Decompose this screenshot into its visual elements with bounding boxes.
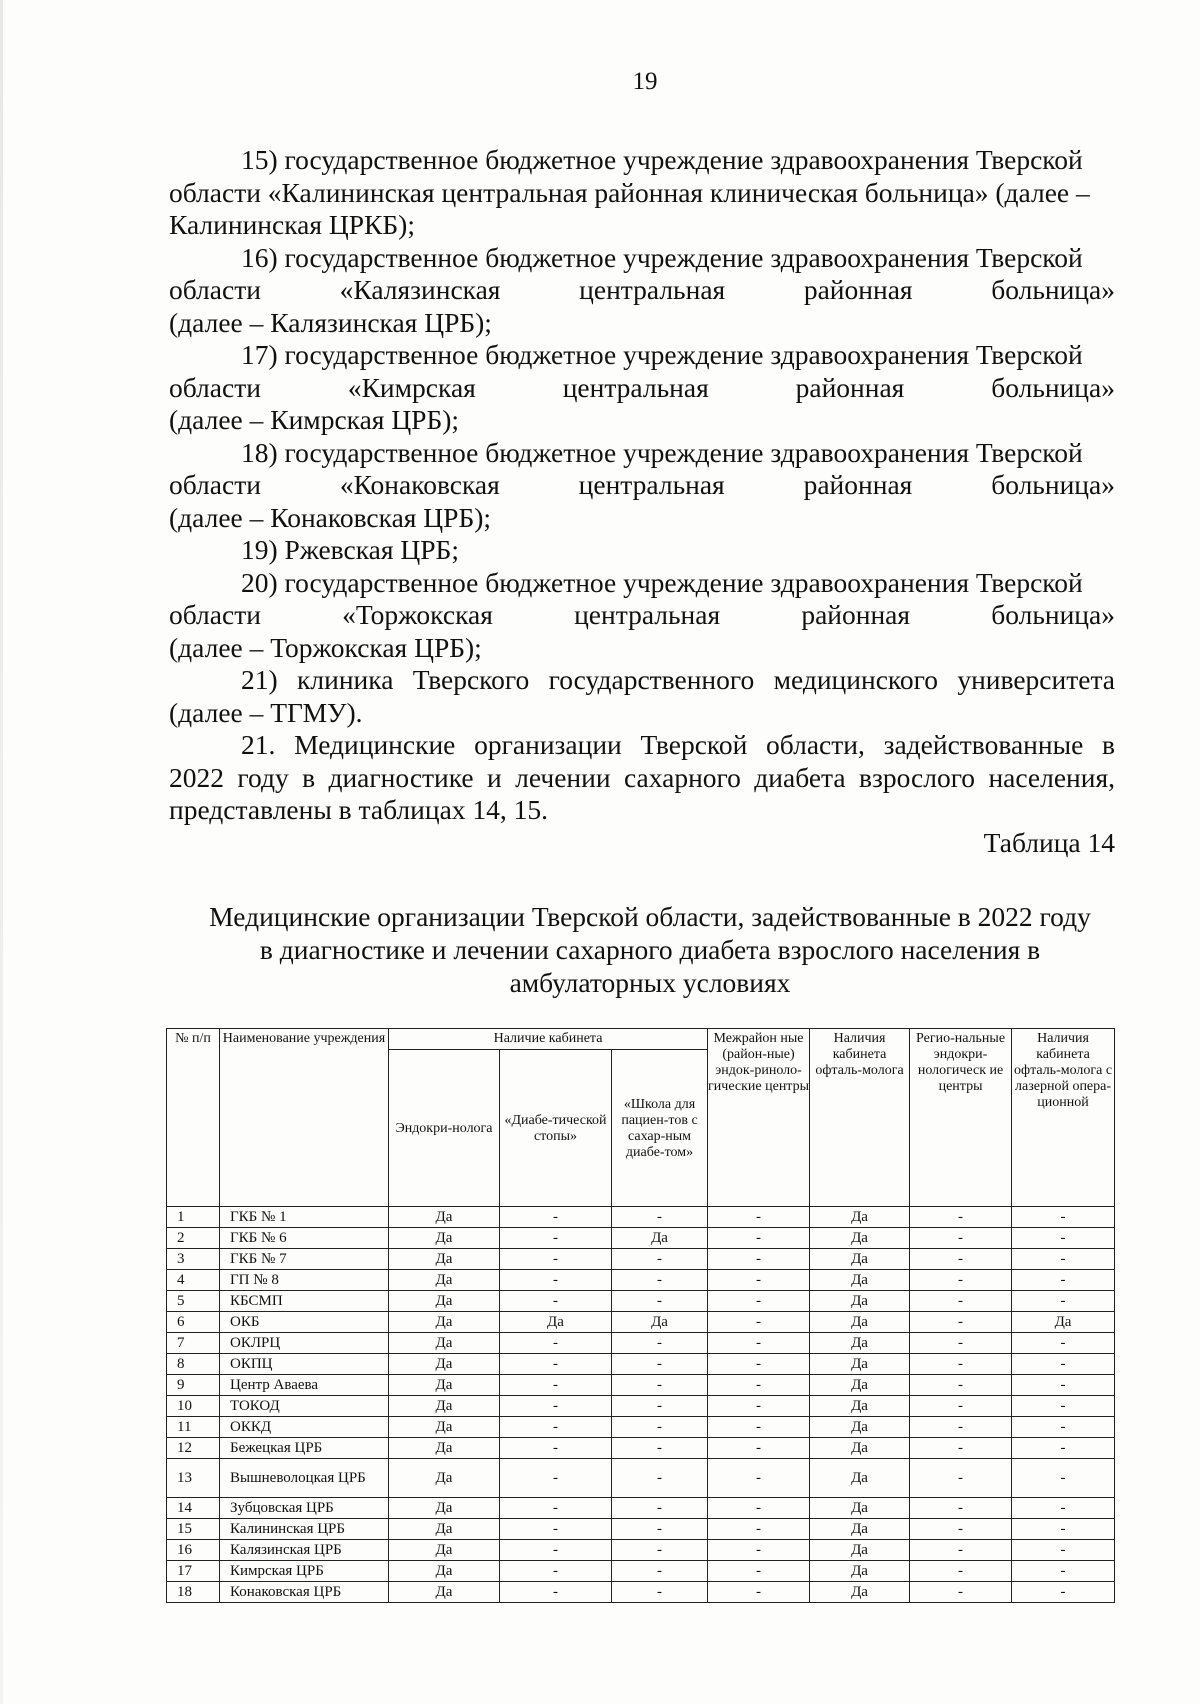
header-cabinet-group: Наличие кабинета	[389, 1029, 708, 1050]
item-18-line1: 18) государственное бюджетное учреждение здравоохранения Тверской	[241, 436, 1083, 468]
cell-endocrinologist: Да	[389, 1459, 500, 1498]
cell-interdistrict: -	[708, 1207, 810, 1228]
cell-ophthalmologist: Да	[810, 1438, 910, 1459]
cell-ophthalmologist: Да	[810, 1291, 910, 1312]
cell-diabetic-foot: -	[500, 1207, 612, 1228]
cell-laser: Да	[1012, 1312, 1115, 1333]
word: «Торжокская	[342, 599, 493, 630]
word: районная	[801, 599, 911, 630]
cell-ophthalmologist: Да	[810, 1375, 910, 1396]
cell-ophthalmologist: Да	[810, 1207, 910, 1228]
cell-regional: -	[910, 1438, 1012, 1459]
cell-interdistrict: -	[708, 1540, 810, 1561]
cell-num: 4	[167, 1270, 220, 1291]
cell-school: Да	[612, 1312, 708, 1333]
cell-regional: -	[910, 1396, 1012, 1417]
cell-school: -	[612, 1459, 708, 1498]
table-title-line2: в диагностике и лечении сахарного диабета взрослого населения в	[259, 934, 1041, 965]
table-row	[167, 1540, 1115, 1561]
cell-num: 8	[167, 1354, 220, 1375]
cell-endocrinologist: Да	[389, 1333, 500, 1354]
cell-school: -	[612, 1333, 708, 1354]
header-interdistrict: Межрайон ные (район-ные) эндок-риноло-гические центры	[708, 1029, 810, 1207]
cell-interdistrict: -	[708, 1459, 810, 1498]
cell-num: 12	[167, 1438, 220, 1459]
cell-diabetic-foot: -	[500, 1396, 612, 1417]
cell-school: -	[612, 1582, 708, 1603]
cell-interdistrict: -	[708, 1375, 810, 1396]
cell-ophthalmologist: Да	[810, 1354, 910, 1375]
word: центральная	[562, 371, 709, 403]
item-20-line2	[169, 599, 1115, 632]
item-15-line2: области «Калининская центральная районная клиническая больница» (далее –	[169, 176, 1090, 208]
cell-diabetic-foot: -	[500, 1459, 612, 1498]
item-18-line3: (далее – Конаковская ЦРБ);	[169, 501, 492, 533]
header-diabetic-foot: «Диабе-тической стопы»	[500, 1050, 612, 1207]
cell-school: -	[612, 1249, 708, 1270]
word: области	[169, 371, 261, 403]
table-row	[167, 1396, 1115, 1417]
cell-name: ГКБ № 6	[220, 1228, 389, 1249]
item-15-line3: Калининская ЦРКБ);	[169, 209, 415, 240]
cell-interdistrict: -	[708, 1333, 810, 1354]
item-17-line2	[169, 372, 1115, 405]
cell-laser: -	[1012, 1582, 1115, 1603]
table-row	[167, 1375, 1115, 1396]
cell-school: -	[612, 1270, 708, 1291]
cell-ophthalmologist: Да	[810, 1540, 910, 1561]
cell-diabetic-foot: -	[500, 1438, 612, 1459]
header-ophthalmologist: Наличия кабинета офталь-молога	[810, 1029, 910, 1207]
facilities-table	[166, 1028, 1115, 1603]
word: больница»	[991, 599, 1115, 630]
table-row	[167, 1249, 1115, 1270]
item-17-line3: (далее – Кимрская ЦРБ);	[169, 404, 460, 435]
cell-name: Конаковская ЦРБ	[220, 1582, 389, 1603]
cell-school: -	[612, 1561, 708, 1582]
cell-endocrinologist: Да	[389, 1498, 500, 1519]
cell-num: 18	[167, 1582, 220, 1603]
cell-laser: -	[1012, 1333, 1115, 1354]
cell-laser: -	[1012, 1417, 1115, 1438]
cell-endocrinologist: Да	[389, 1207, 500, 1228]
cell-interdistrict: -	[708, 1417, 810, 1438]
table-row	[167, 1228, 1115, 1249]
cell-diabetic-foot: -	[500, 1249, 612, 1270]
cell-regional: -	[910, 1582, 1012, 1603]
table-row	[167, 1519, 1115, 1540]
cell-school: -	[612, 1519, 708, 1540]
cell-interdistrict: -	[708, 1438, 810, 1459]
item-16-line2	[169, 274, 1115, 307]
word: больница»	[991, 274, 1115, 305]
cell-endocrinologist: Да	[389, 1354, 500, 1375]
cell-num: 15	[167, 1519, 220, 1540]
cell-endocrinologist: Да	[389, 1519, 500, 1540]
item-16-line3: (далее – Калязинская ЦРБ);	[169, 306, 492, 338]
table-row	[167, 1561, 1115, 1582]
cell-regional: -	[910, 1207, 1012, 1228]
cell-regional: -	[910, 1228, 1012, 1249]
cell-endocrinologist: Да	[389, 1312, 500, 1333]
word: области	[169, 599, 261, 630]
cell-num: 14	[167, 1498, 220, 1519]
cell-diabetic-foot: -	[500, 1561, 612, 1582]
table-row	[167, 1438, 1115, 1459]
cell-interdistrict: -	[708, 1249, 810, 1270]
cell-laser: -	[1012, 1519, 1115, 1540]
cell-name: Вышневолоцкая ЦРБ	[220, 1459, 389, 1498]
cell-laser: -	[1012, 1228, 1115, 1249]
cell-interdistrict: -	[708, 1561, 810, 1582]
cell-name: ОКБ	[220, 1312, 389, 1333]
cell-school: -	[612, 1354, 708, 1375]
cell-laser: -	[1012, 1498, 1115, 1519]
cell-name: Зубцовская ЦРБ	[220, 1498, 389, 1519]
word: области	[169, 274, 261, 305]
cell-interdistrict: -	[708, 1498, 810, 1519]
table-title-line1: Медицинские организации Тверской области, задействованные в 2022 году	[209, 901, 1091, 932]
cell-regional: -	[910, 1291, 1012, 1312]
cell-school: -	[612, 1438, 708, 1459]
header-num: № п/п	[167, 1029, 220, 1207]
cell-regional: -	[910, 1459, 1012, 1498]
page-number: 19	[632, 68, 658, 95]
cell-endocrinologist: Да	[389, 1438, 500, 1459]
item-20-line3: (далее – Торжокская ЦРБ);	[169, 631, 482, 663]
cell-ophthalmologist: Да	[810, 1519, 910, 1540]
word: центральная	[578, 469, 725, 500]
cell-diabetic-foot: Да	[500, 1312, 612, 1333]
cell-diabetic-foot: -	[500, 1228, 612, 1249]
header-school: «Школа для пациен-тов с сахар-ным диабе-том»	[612, 1050, 708, 1207]
cell-school: -	[612, 1540, 708, 1561]
cell-laser: -	[1012, 1540, 1115, 1561]
cell-name: Калининская ЦРБ	[220, 1519, 389, 1540]
cell-regional: -	[910, 1333, 1012, 1354]
cell-ophthalmologist: Да	[810, 1333, 910, 1354]
item-21-line2: (далее – ТГМУ).	[169, 696, 363, 728]
word: «Конаковская	[339, 469, 500, 500]
cell-ophthalmologist: Да	[810, 1459, 910, 1498]
cell-num: 1	[167, 1207, 220, 1228]
cell-regional: -	[910, 1540, 1012, 1561]
cell-name: ТОКОД	[220, 1396, 389, 1417]
cell-num: 13	[167, 1459, 220, 1498]
cell-endocrinologist: Да	[389, 1228, 500, 1249]
word: районная	[803, 274, 913, 305]
word: больница»	[991, 371, 1115, 403]
cell-diabetic-foot: -	[500, 1519, 612, 1540]
word: районная	[803, 469, 913, 500]
cell-interdistrict: -	[708, 1354, 810, 1375]
word: больница»	[991, 469, 1115, 500]
item-21-line1: 21) клиника Тверского государственного медицинского университета	[241, 664, 1115, 695]
cell-laser: -	[1012, 1561, 1115, 1582]
cell-school: -	[612, 1375, 708, 1396]
cell-num: 9	[167, 1375, 220, 1396]
section-21-line3: представлены в таблицах 14, 15.	[169, 794, 549, 825]
cell-regional: -	[910, 1498, 1012, 1519]
cell-endocrinologist: Да	[389, 1561, 500, 1582]
cell-regional: -	[910, 1375, 1012, 1396]
word: «Кимрская	[347, 371, 476, 403]
item-16-line1: 16) государственное бюджетное учреждение здравоохранения Тверской	[241, 241, 1083, 273]
cell-ophthalmologist: Да	[810, 1396, 910, 1417]
item-15-line1: 15) государственное бюджетное учреждение здравоохранения Тверской	[241, 144, 1083, 175]
header-endocrinologist: Эндокри-нолога	[389, 1050, 500, 1207]
cell-name: ГП № 8	[220, 1270, 389, 1291]
cell-endocrinologist: Да	[389, 1417, 500, 1438]
cell-endocrinologist: Да	[389, 1291, 500, 1312]
cell-endocrinologist: Да	[389, 1396, 500, 1417]
cell-interdistrict: -	[708, 1582, 810, 1603]
cell-num: 2	[167, 1228, 220, 1249]
word: центральная	[574, 599, 721, 630]
table-row	[167, 1354, 1115, 1375]
item-17-line1: 17) государственное бюджетное учреждение здравоохранения Тверской	[241, 339, 1083, 370]
table-title-line3: амбулаторных условиях	[509, 967, 791, 998]
word: области	[169, 469, 261, 500]
cell-diabetic-foot: -	[500, 1582, 612, 1603]
cell-regional: -	[910, 1249, 1012, 1270]
cell-name: Центр Аваева	[220, 1375, 389, 1396]
cell-laser: -	[1012, 1459, 1115, 1498]
cell-diabetic-foot: -	[500, 1291, 612, 1312]
cell-interdistrict: -	[708, 1270, 810, 1291]
table-row	[167, 1207, 1115, 1228]
header-laser: Наличия кабинета офталь-молога с лазерной опера-ционной	[1012, 1029, 1115, 1207]
cell-ophthalmologist: Да	[810, 1228, 910, 1249]
cell-diabetic-foot: -	[500, 1270, 612, 1291]
item-20-line1: 20) государственное бюджетное учреждение здравоохранения Тверской	[241, 566, 1083, 598]
cell-school: -	[612, 1396, 708, 1417]
table-row	[167, 1459, 1115, 1498]
item-19-line1: 19) Ржевская ЦРБ;	[241, 534, 459, 565]
table-body	[167, 1207, 1115, 1603]
table-row	[167, 1291, 1115, 1312]
cell-ophthalmologist: Да	[810, 1270, 910, 1291]
cell-school: -	[612, 1498, 708, 1519]
cell-num: 7	[167, 1333, 220, 1354]
table-row	[167, 1417, 1115, 1438]
table-row	[167, 1333, 1115, 1354]
cell-ophthalmologist: Да	[810, 1498, 910, 1519]
cell-name: ГКБ № 7	[220, 1249, 389, 1270]
cell-interdistrict: -	[708, 1519, 810, 1540]
header-name: Наименование учреждения	[220, 1029, 389, 1207]
cell-name: Бежецкая ЦРБ	[220, 1438, 389, 1459]
cell-endocrinologist: Да	[389, 1270, 500, 1291]
cell-school: -	[612, 1207, 708, 1228]
cell-interdistrict: -	[708, 1312, 810, 1333]
cell-ophthalmologist: Да	[810, 1312, 910, 1333]
cell-name: ОКПЦ	[220, 1354, 389, 1375]
item-18-line2	[169, 469, 1115, 502]
cell-name: КБСМП	[220, 1291, 389, 1312]
header-regional: Регио-нальные эндокри-нологическ ие центры	[910, 1029, 1012, 1207]
cell-school: -	[612, 1291, 708, 1312]
cell-num: 6	[167, 1312, 220, 1333]
table-row	[167, 1312, 1115, 1333]
cell-laser: -	[1012, 1270, 1115, 1291]
word: районная	[795, 371, 905, 403]
cell-endocrinologist: Да	[389, 1375, 500, 1396]
cell-laser: -	[1012, 1354, 1115, 1375]
cell-num: 5	[167, 1291, 220, 1312]
cell-diabetic-foot: -	[500, 1333, 612, 1354]
cell-num: 11	[167, 1417, 220, 1438]
cell-laser: -	[1012, 1291, 1115, 1312]
cell-diabetic-foot: -	[500, 1417, 612, 1438]
cell-num: 10	[167, 1396, 220, 1417]
cell-interdistrict: -	[708, 1396, 810, 1417]
cell-ophthalmologist: Да	[810, 1561, 910, 1582]
word: центральная	[579, 274, 726, 305]
cell-regional: -	[910, 1312, 1012, 1333]
section-21-line1: 21. Медицинские организации Тверской области, задействованные в	[241, 729, 1115, 760]
cell-name: ОККД	[220, 1417, 389, 1438]
cell-diabetic-foot: -	[500, 1375, 612, 1396]
table-row	[167, 1270, 1115, 1291]
section-21-line2: 2022 году в диагностике и лечении сахарного диабета взрослого населения,	[169, 761, 1115, 793]
table-label: Таблица 14	[983, 826, 1115, 858]
cell-name: ГКБ № 1	[220, 1207, 389, 1228]
cell-name: Калязинская ЦРБ	[220, 1540, 389, 1561]
cell-name: ОКЛРЦ	[220, 1333, 389, 1354]
cell-laser: -	[1012, 1207, 1115, 1228]
cell-school: -	[612, 1417, 708, 1438]
cell-laser: -	[1012, 1396, 1115, 1417]
table-row	[167, 1498, 1115, 1519]
cell-endocrinologist: Да	[389, 1249, 500, 1270]
cell-laser: -	[1012, 1375, 1115, 1396]
cell-regional: -	[910, 1519, 1012, 1540]
table-row	[167, 1582, 1115, 1603]
cell-regional: -	[910, 1270, 1012, 1291]
cell-diabetic-foot: -	[500, 1354, 612, 1375]
cell-laser: -	[1012, 1438, 1115, 1459]
cell-regional: -	[910, 1561, 1012, 1582]
cell-name: Кимрская ЦРБ	[220, 1561, 389, 1582]
cell-ophthalmologist: Да	[810, 1417, 910, 1438]
cell-num: 17	[167, 1561, 220, 1582]
cell-diabetic-foot: -	[500, 1540, 612, 1561]
body-text	[169, 144, 1115, 859]
cell-laser: -	[1012, 1249, 1115, 1270]
cell-diabetic-foot: -	[500, 1498, 612, 1519]
cell-endocrinologist: Да	[389, 1582, 500, 1603]
cell-interdistrict: -	[708, 1291, 810, 1312]
cell-regional: -	[910, 1417, 1012, 1438]
cell-interdistrict: -	[708, 1228, 810, 1249]
scan-edge-shadow	[0, 0, 3, 1704]
table-title	[160, 900, 1140, 999]
word: «Калязинская	[339, 274, 501, 305]
cell-school: Да	[612, 1228, 708, 1249]
cell-ophthalmologist: Да	[810, 1249, 910, 1270]
cell-num: 3	[167, 1249, 220, 1270]
cell-endocrinologist: Да	[389, 1540, 500, 1561]
cell-num: 16	[167, 1540, 220, 1561]
cell-regional: -	[910, 1354, 1012, 1375]
cell-ophthalmologist: Да	[810, 1582, 910, 1603]
